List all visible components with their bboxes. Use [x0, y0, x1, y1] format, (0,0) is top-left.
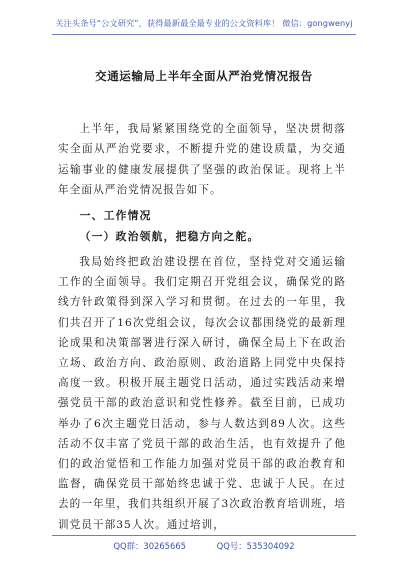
document-title: 交通运输局上半年全面从严治党情况报告	[95, 69, 313, 83]
header-banner: 关注头条号“公文研究”，获得最新最全最专业的公文资料库！ 微信：gongwenyj	[55, 18, 353, 28]
section-heading: 一、工作情况	[79, 209, 152, 222]
header-divider	[52, 34, 356, 35]
footer-qq-group: QQ群：30265665	[113, 541, 186, 551]
footer-qq-number: QQ号：535304092	[216, 541, 295, 551]
subsection-paragraph: 我局始终把政治建设摆在首位，坚持党对交通运输工作的全面领导。我们定期召开党组会议，确保党的路线方针政策得到深入学习和贯彻。在过去的一年里，我们共召开了16次党组会议，每次会议都围绕党的最新理论成果和决策部署进行深入研讨，确保全局上下在政治立场、政治方向、政治原则、政治道路上同党中央保持高度一致。积极开展主题党日活动，通过实践活动来增强党员干部的政治意识和党性修养。截至目前，已成功举办了6次主题党日活动，参与人数达到89人次。这些活动不仅丰富了党员干部的政治生活，也有效提升了他们的政治觉悟和工作能力加强对党员干部的政治教育和监督，确保党员干部始终忠诚于党、忠诚于人民。在过去的一年里，我们共组织开展了3次政治教育培训班，培训党员干部35人次。通过培训，	[58, 256, 346, 531]
subsection-heading: （一）政治领航，把稳方向之舵。	[79, 230, 260, 243]
intro-paragraph: 上半年，我局紧紧围绕党的全面领导，坚决贯彻落实全面从严治党要求，不断提升党的建设质量，为交通运输事业的健康发展提供了坚强的政治保证。现将上半年全面从严治党情况报告如下。	[58, 123, 346, 197]
footer-divider	[52, 535, 356, 536]
footer-contacts	[0, 540, 408, 552]
